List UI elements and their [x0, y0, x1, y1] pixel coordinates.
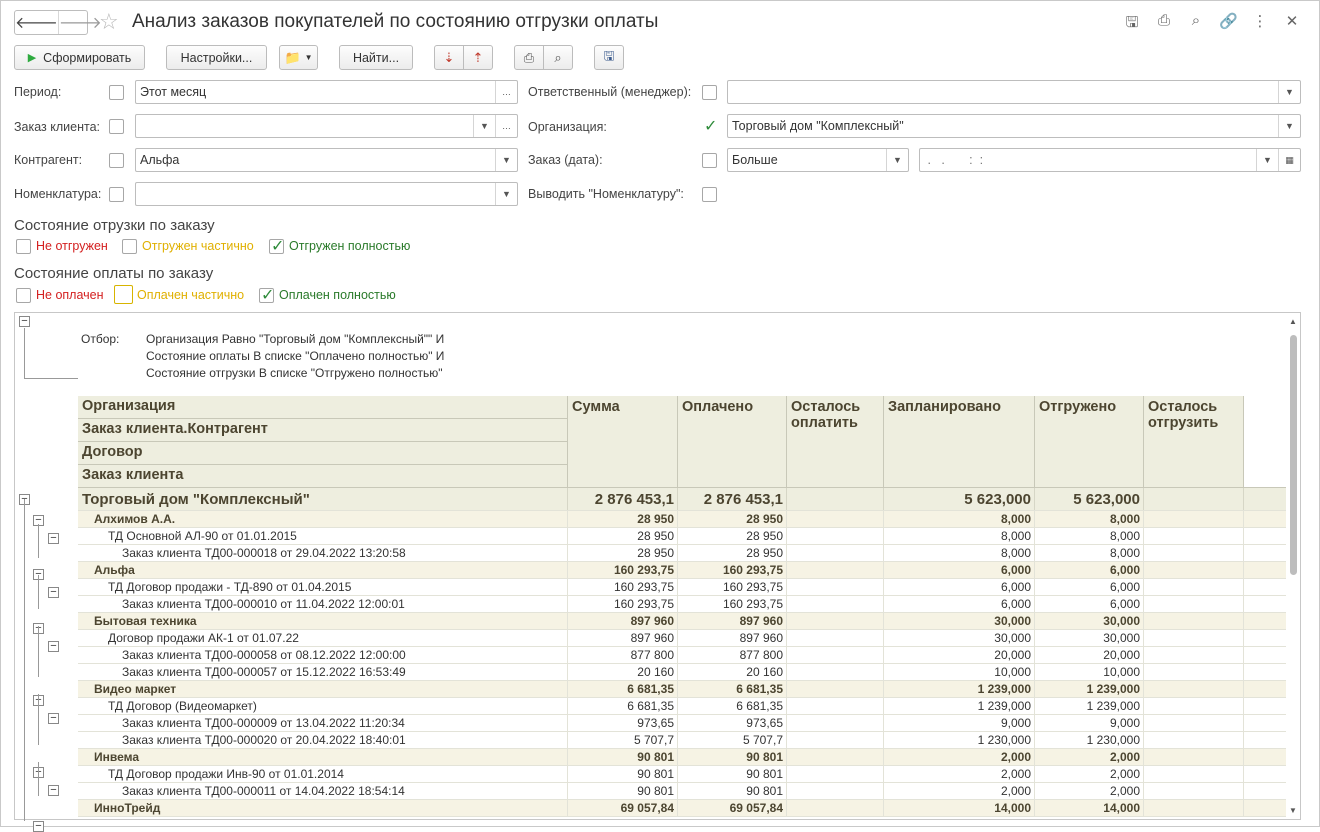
row-sum: 90 801: [568, 749, 678, 765]
row-left-ship: [1144, 488, 1244, 510]
row-paid: 6 681,35: [678, 698, 787, 714]
group-header-order: Заказ клиента: [78, 465, 568, 488]
filter-line: Состояние оплаты В списке "Оплачено полностью" И: [146, 349, 445, 363]
show-nomenclature-checkbox[interactable]: [702, 187, 717, 202]
group-header-counterparty: Заказ клиента.Контрагент: [78, 419, 568, 442]
preview-icon: ⌕: [554, 49, 562, 65]
row-planned: 5 623,000: [884, 488, 1035, 510]
manager-input[interactable]: [727, 80, 1301, 104]
order-row[interactable]: [78, 732, 1288, 749]
save-report-button[interactable]: [594, 45, 624, 70]
tree-line: [38, 762, 39, 796]
counterparty-dropdown-button[interactable]: ▼: [495, 149, 517, 171]
row-left-ship: [1144, 698, 1244, 714]
row-left-pay: [787, 647, 884, 663]
manager-label: Ответственный (менеджер):: [528, 85, 692, 99]
row-name: Заказ клиента ТД00-000011 от 14.04.2022 18:54:14: [78, 783, 568, 799]
row-left-pay: [787, 528, 884, 544]
settings-button[interactable]: Настройки...: [166, 45, 267, 70]
row-sum: 160 293,75: [568, 596, 678, 612]
row-shipped: 8,000: [1035, 528, 1144, 544]
row-shipped: 8,000: [1035, 511, 1144, 527]
row-left-pay: [787, 511, 884, 527]
order-date-checkbox[interactable]: [702, 153, 717, 168]
contract-row[interactable]: [78, 528, 1288, 545]
collapse-group-icon[interactable]: −: [48, 587, 59, 598]
row-paid: 5 707,7: [678, 732, 787, 748]
period-select-button[interactable]: …: [495, 81, 517, 103]
payment-section-title: Состояние оплаты по заказу: [14, 265, 214, 282]
row-paid: 20 160: [678, 664, 787, 680]
row-sum: 90 801: [568, 783, 678, 799]
printer-icon: ⎙: [523, 49, 535, 65]
row-planned: 1 239,000: [884, 681, 1035, 697]
row-shipped: 30,000: [1035, 613, 1144, 629]
row-shipped: 6,000: [1035, 596, 1144, 612]
collapse-group-icon[interactable]: −: [33, 623, 44, 634]
counterparty-row[interactable]: [78, 681, 1288, 698]
scroll-down-icon[interactable]: ▼: [1289, 806, 1297, 815]
row-sum: 6 681,35: [568, 698, 678, 714]
sort-asc-button[interactable]: [434, 45, 464, 70]
row-planned: 10,000: [884, 664, 1035, 680]
row-left-pay: [787, 749, 884, 765]
period-checkbox[interactable]: [109, 85, 124, 100]
report-area[interactable]: [14, 312, 1301, 832]
counterparty-input[interactable]: Альфа ▼: [135, 148, 518, 172]
row-planned: 6,000: [884, 596, 1035, 612]
row-name: Заказ клиента ТД00-000057 от 15.12.2022 16:53:49: [78, 664, 568, 680]
order-row[interactable]: [78, 715, 1288, 732]
row-sum: 5 707,7: [568, 732, 678, 748]
not-shipped-checkbox[interactable]: [16, 239, 31, 254]
collapse-group-icon[interactable]: −: [33, 569, 44, 580]
row-left-pay: [787, 715, 884, 731]
row-left-ship: [1144, 613, 1244, 629]
fully-shipped-checkbox[interactable]: [269, 239, 284, 254]
org-label: Организация:: [528, 120, 607, 134]
row-left-ship: [1144, 681, 1244, 697]
row-left-pay: [787, 613, 884, 629]
generate-button[interactable]: ▶ Сформировать: [14, 45, 145, 70]
row-name: ТД Договор (Видеомаркет): [78, 698, 568, 714]
group-header-contract: Договор: [78, 442, 568, 465]
collapse-group-icon[interactable]: −: [48, 713, 59, 724]
row-planned: 2,000: [884, 749, 1035, 765]
fully-paid-label: Оплачен полностью: [279, 288, 396, 302]
sort-asc-icon: ⇣: [443, 49, 455, 65]
row-left-ship: [1144, 749, 1244, 765]
collapse-group-icon[interactable]: −: [33, 515, 44, 526]
collapse-group-icon[interactable]: −: [33, 821, 44, 832]
partially-paid-label: Оплачен частично: [137, 288, 245, 302]
vertical-scrollbar[interactable]: [1286, 313, 1300, 819]
close-icon[interactable]: ✕: [1285, 13, 1299, 30]
row-left-ship: [1144, 732, 1244, 748]
more-icon[interactable]: ⋮: [1252, 13, 1268, 30]
window-controls: [1123, 12, 1301, 37]
row-shipped: 1 239,000: [1035, 698, 1144, 714]
row-paid: 6 681,35: [678, 681, 787, 697]
row-left-ship: [1144, 562, 1244, 578]
row-planned: 1 239,000: [884, 698, 1035, 714]
row-paid: 28 950: [678, 545, 787, 561]
contract-row[interactable]: [78, 630, 1288, 647]
nomenclature-input[interactable]: [135, 182, 518, 206]
row-shipped: 6,000: [1035, 562, 1144, 578]
row-paid: 973,65: [678, 715, 787, 731]
shipment-section-title: Состояние отрузки по заказу: [14, 217, 215, 234]
order-date-input[interactable]: . . : : ▼ ▦: [919, 148, 1301, 172]
row-planned: 20,000: [884, 647, 1035, 663]
filter-line: Состояние отгрузки В списке "Отгружено полностью": [146, 366, 443, 380]
link-icon[interactable]: 🔗: [1219, 13, 1238, 30]
row-sum: 28 950: [568, 528, 678, 544]
print-icon[interactable]: ⎙: [1157, 12, 1170, 29]
fully-shipped-label: Отгружен полностью: [289, 239, 411, 253]
row-name: Инвема: [78, 749, 568, 765]
tree-line: [38, 694, 39, 745]
order-dropdown-button[interactable]: ▼: [473, 115, 495, 137]
row-name: Заказ клиента ТД00-000020 от 20.04.2022 18:40:01: [78, 732, 568, 748]
row-planned: 30,000: [884, 613, 1035, 629]
manager-dropdown-button[interactable]: ▼: [1278, 81, 1300, 103]
row-left-pay: [787, 681, 884, 697]
counterparty-row[interactable]: [78, 749, 1288, 766]
row-name: Заказ клиента ТД00-000009 от 13.04.2022 11:20:34: [78, 715, 568, 731]
nomenclature-dropdown-button[interactable]: ▼: [495, 183, 517, 205]
col-header-left-pay: Осталось оплатить: [787, 396, 884, 488]
row-planned: 8,000: [884, 545, 1035, 561]
show-nomenclature-label: Выводить "Номенклатуру":: [528, 187, 684, 201]
print-button[interactable]: [514, 45, 544, 70]
sort-desc-button[interactable]: [463, 45, 493, 70]
counterparty-checkbox[interactable]: [109, 153, 124, 168]
row-left-ship: [1144, 630, 1244, 646]
preview-icon[interactable]: ⌕: [1191, 12, 1201, 29]
row-name: Альфа: [78, 562, 568, 578]
contract-row[interactable]: [78, 698, 1288, 715]
row-planned: 1 230,000: [884, 732, 1035, 748]
nav-buttons: [14, 10, 102, 35]
order-date-comparison-select[interactable]: Больше ▼: [727, 148, 909, 172]
row-left-pay: [787, 488, 884, 510]
row-planned: 8,000: [884, 511, 1035, 527]
row-sum: 160 293,75: [568, 562, 678, 578]
tree-line: [38, 626, 39, 677]
tree-line: [24, 328, 25, 378]
row-shipped: 8,000: [1035, 545, 1144, 561]
counterparty-row[interactable]: [78, 800, 1288, 817]
row-left-ship: [1144, 579, 1244, 595]
col-header-left-ship: Осталось отгрузить: [1144, 396, 1244, 488]
row-shipped: 5 623,000: [1035, 488, 1144, 510]
row-shipped: 2,000: [1035, 766, 1144, 782]
order-select-button[interactable]: …: [495, 115, 517, 137]
row-shipped: 14,000: [1035, 800, 1144, 816]
row-paid: 897 960: [678, 630, 787, 646]
calendar-icon[interactable]: ▦: [1278, 149, 1300, 171]
find-button[interactable]: Найти...: [339, 45, 413, 70]
row-paid: 28 950: [678, 528, 787, 544]
print-preview-button[interactable]: [543, 45, 573, 70]
row-name: Заказ клиента ТД00-000018 от 29.04.2022 13:20:58: [78, 545, 568, 561]
counterparty-row[interactable]: [78, 511, 1288, 528]
forward-icon[interactable]: 🡒: [58, 11, 102, 34]
save-icon[interactable]: 🖫: [1125, 14, 1139, 31]
order-input[interactable]: [135, 114, 518, 138]
report-rows: [78, 487, 1288, 817]
row-name: Заказ клиента ТД00-000010 от 11.04.2022 12:00:01: [78, 596, 568, 612]
not-shipped-label: Не отгружен: [36, 239, 108, 253]
row-shipped: 10,000: [1035, 664, 1144, 680]
row-sum: 2 876 453,1: [568, 488, 678, 510]
row-shipped: 20,000: [1035, 647, 1144, 663]
row-paid: 69 057,84: [678, 800, 787, 816]
row-left-ship: [1144, 664, 1244, 680]
contract-row[interactable]: [78, 766, 1288, 783]
folder-icon: 📁: [284, 49, 301, 65]
play-icon: ▶: [27, 52, 37, 64]
collapse-group-icon[interactable]: −: [19, 494, 30, 505]
row-left-ship: [1144, 783, 1244, 799]
floppy-icon: 🖫: [603, 47, 615, 63]
row-sum: 69 057,84: [568, 800, 678, 816]
order-checkbox[interactable]: [109, 119, 124, 134]
fully-paid-checkbox[interactable]: [259, 288, 274, 303]
row-left-ship: [1144, 511, 1244, 527]
group-header-org: Организация: [78, 396, 568, 419]
row-planned: 2,000: [884, 766, 1035, 782]
row-paid: 2 876 453,1: [678, 488, 787, 510]
row-sum: 160 293,75: [568, 579, 678, 595]
row-shipped: 2,000: [1035, 783, 1144, 799]
row-sum: 897 960: [568, 630, 678, 646]
row-name: Торговый дом "Комплексный": [78, 488, 568, 510]
counterparty-row[interactable]: [78, 613, 1288, 630]
row-planned: 9,000: [884, 715, 1035, 731]
row-left-ship: [1144, 545, 1244, 561]
row-shipped: 1 239,000: [1035, 681, 1144, 697]
row-sum: 877 800: [568, 647, 678, 663]
row-left-pay: [787, 800, 884, 816]
row-shipped: 2,000: [1035, 749, 1144, 765]
date-dropdown-button[interactable]: ▼: [1256, 149, 1278, 171]
row-planned: 2,000: [884, 783, 1035, 799]
sort-desc-icon: ⇡: [472, 49, 484, 65]
order-row[interactable]: [78, 596, 1288, 613]
scroll-thumb[interactable]: [1290, 335, 1297, 575]
row-name: Заказ клиента ТД00-000058 от 08.12.2022 12:00:00: [78, 647, 568, 663]
org-dropdown-button[interactable]: ▼: [1278, 115, 1300, 137]
row-left-ship: [1144, 647, 1244, 663]
row-name: ИнноТрейд: [78, 800, 568, 816]
row-left-ship: [1144, 528, 1244, 544]
row-paid: 877 800: [678, 647, 787, 663]
tree-line: [24, 378, 78, 379]
row-left-pay: [787, 732, 884, 748]
row-shipped: 1 230,000: [1035, 732, 1144, 748]
chevron-down-icon: ▼: [304, 53, 313, 62]
row-sum: 6 681,35: [568, 681, 678, 697]
order-row[interactable]: [78, 783, 1288, 800]
row-name: ТД Основной АЛ-90 от 01.01.2015: [78, 528, 568, 544]
collapse-group-icon[interactable]: −: [48, 641, 59, 652]
row-sum: 90 801: [568, 766, 678, 782]
row-shipped: 6,000: [1035, 579, 1144, 595]
row-left-pay: [787, 545, 884, 561]
row-planned: 6,000: [884, 562, 1035, 578]
row-paid: 897 960: [678, 613, 787, 629]
collapse-all-icon[interactable]: −: [19, 316, 30, 327]
not-paid-checkbox[interactable]: [16, 288, 31, 303]
row-left-pay: [787, 664, 884, 680]
collapse-group-icon[interactable]: −: [33, 767, 44, 778]
row-shipped: 30,000: [1035, 630, 1144, 646]
col-header-sum: Сумма: [568, 396, 678, 488]
row-left-pay: [787, 562, 884, 578]
nomenclature-label: Номенклатура:: [14, 187, 102, 201]
row-planned: 8,000: [884, 528, 1035, 544]
collapse-group-icon[interactable]: −: [48, 533, 59, 544]
order-row[interactable]: [78, 545, 1288, 562]
row-sum: 28 950: [568, 511, 678, 527]
back-icon[interactable]: 🡐: [15, 15, 58, 32]
row-left-pay: [787, 579, 884, 595]
row-left-ship: [1144, 715, 1244, 731]
nomenclature-checkbox[interactable]: [109, 187, 124, 202]
row-name: ТД Договор продажи Инв-90 от 01.01.2014: [78, 766, 568, 782]
scroll-up-icon[interactable]: ▲: [1289, 317, 1297, 326]
row-left-pay: [787, 596, 884, 612]
row-name: Алхимов А.А.: [78, 511, 568, 527]
counterparty-row[interactable]: [78, 562, 1288, 579]
org-input[interactable]: Торговый дом "Комплексный" ▼: [727, 114, 1301, 138]
row-planned: 14,000: [884, 800, 1035, 816]
row-name: Бытовая техника: [78, 613, 568, 629]
row-shipped: 9,000: [1035, 715, 1144, 731]
row-paid: 90 801: [678, 749, 787, 765]
variant-button[interactable]: [279, 45, 318, 70]
tree-line: [38, 575, 39, 609]
tree-line: [24, 499, 25, 821]
partially-paid-checkbox[interactable]: [114, 285, 133, 304]
row-planned: 6,000: [884, 579, 1035, 595]
row-left-ship: [1144, 596, 1244, 612]
row-left-ship: [1144, 766, 1244, 782]
manager-checkbox[interactable]: [702, 85, 717, 100]
row-left-pay: [787, 783, 884, 799]
comparison-dropdown-button[interactable]: ▼: [886, 149, 908, 171]
row-planned: 30,000: [884, 630, 1035, 646]
row-paid: 90 801: [678, 783, 787, 799]
not-paid-label: Не оплачен: [36, 288, 104, 302]
row-paid: 28 950: [678, 511, 787, 527]
col-header-shipped: Отгружено: [1035, 396, 1144, 488]
org-checkbox[interactable]: [702, 119, 717, 134]
order-row[interactable]: [78, 647, 1288, 664]
row-paid: 160 293,75: [678, 596, 787, 612]
title-bar: [1, 1, 1319, 41]
collapse-group-icon[interactable]: −: [48, 785, 59, 796]
row-sum: 20 160: [568, 664, 678, 680]
period-input[interactable]: Этот месяц …: [135, 80, 518, 104]
order-label: Заказ клиента:: [14, 120, 101, 134]
row-name: Видео маркет: [78, 681, 568, 697]
filter-caption: Отбор:: [81, 332, 120, 346]
contract-row[interactable]: [78, 579, 1288, 596]
row-left-pay: [787, 766, 884, 782]
tree-line: [38, 524, 39, 558]
col-header-paid: Оплачено: [678, 396, 787, 488]
filter-line: Организация Равно "Торговый дом "Комплексный"" И: [146, 332, 445, 346]
period-label: Период:: [14, 85, 62, 99]
partially-shipped-label: Отгружен частично: [142, 239, 254, 253]
col-header-planned: Запланировано: [884, 396, 1035, 488]
row-left-ship: [1144, 800, 1244, 816]
counterparty-label: Контрагент:: [14, 153, 83, 167]
page-title: Анализ заказов покупателей по состоянию отгрузки оплаты: [132, 11, 659, 32]
row-name: Договор продажи АК-1 от 01.07.22: [78, 630, 568, 646]
order-row[interactable]: [78, 664, 1288, 681]
organization-row[interactable]: [78, 487, 1288, 511]
collapse-group-icon[interactable]: −: [33, 695, 44, 706]
row-sum: 973,65: [568, 715, 678, 731]
partially-shipped-checkbox[interactable]: [122, 239, 137, 254]
favorite-star-icon[interactable]: ☆: [99, 9, 119, 34]
row-paid: 90 801: [678, 766, 787, 782]
row-left-pay: [787, 698, 884, 714]
row-paid: 160 293,75: [678, 562, 787, 578]
row-name: ТД Договор продажи - ТД-890 от 01.04.2015: [78, 579, 568, 595]
row-sum: 897 960: [568, 613, 678, 629]
row-left-pay: [787, 630, 884, 646]
row-paid: 160 293,75: [678, 579, 787, 595]
order-date-label: Заказ (дата):: [528, 153, 603, 167]
row-sum: 28 950: [568, 545, 678, 561]
